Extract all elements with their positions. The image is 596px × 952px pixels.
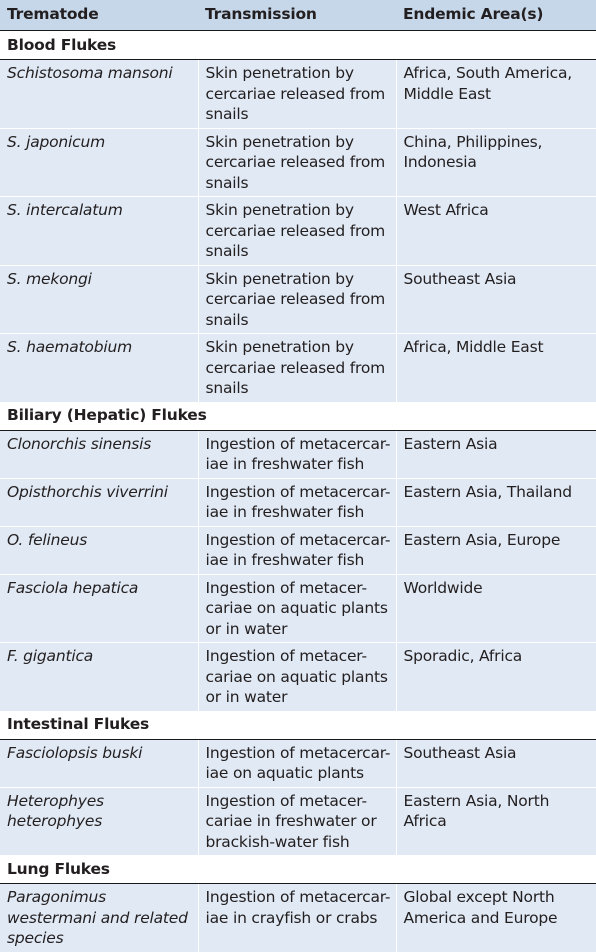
endemic-area-cell: Worldwide xyxy=(396,574,596,643)
table-row xyxy=(0,787,596,855)
group-row xyxy=(0,855,596,884)
trematode-name: Fasciolopsis buski xyxy=(0,739,198,787)
transmission-cell: Ingestion of metacercar-iae on aquatic plants xyxy=(198,739,396,787)
table-row xyxy=(0,643,596,711)
table-row xyxy=(0,884,596,952)
transmission-cell: Ingestion of metacer-cariae in freshwater or brackish-water fish xyxy=(198,787,396,855)
table-header xyxy=(0,0,596,31)
table-row xyxy=(0,60,596,129)
endemic-area-cell: Southeast Asia xyxy=(396,265,596,334)
transmission-cell: Ingestion of metacercar-iae in crayfish or crabs xyxy=(198,884,396,952)
trematode-name: S. japonicum xyxy=(0,128,198,197)
trematode-name: Fasciola hepatica xyxy=(0,574,198,643)
endemic-area-cell: Eastern Asia, North Africa xyxy=(396,787,596,855)
trematode-name: F. gigantica xyxy=(0,643,198,711)
endemic-area-cell: Eastern Asia, Thailand xyxy=(396,478,596,526)
transmission-cell: Skin penetration by cercariae released from snails xyxy=(198,265,396,334)
endemic-area-cell: Southeast Asia xyxy=(396,739,596,787)
transmission-cell: Ingestion of metacercar-iae in freshwater fish xyxy=(198,430,396,478)
transmission-cell: Ingestion of metacercar-iae in freshwater fish xyxy=(198,526,396,574)
group-title: Intestinal Flukes xyxy=(0,711,596,740)
table-row xyxy=(0,739,596,787)
header-endemic-areas: Endemic Area(s) xyxy=(396,0,596,31)
table-row xyxy=(0,334,596,402)
table-row xyxy=(0,574,596,643)
transmission-cell: Ingestion of metacercar-iae in freshwater fish xyxy=(198,478,396,526)
table-row xyxy=(0,128,596,197)
group-title: Lung Flukes xyxy=(0,855,596,884)
group-row xyxy=(0,402,596,431)
endemic-area-cell: China, Philippines, Indonesia xyxy=(396,128,596,197)
endemic-area-cell: Sporadic, Africa xyxy=(396,643,596,711)
table-row xyxy=(0,478,596,526)
header-row xyxy=(0,0,596,31)
transmission-cell: Skin penetration by cercariae released from snails xyxy=(198,197,396,266)
group-row xyxy=(0,711,596,740)
table-row xyxy=(0,265,596,334)
trematode-name: Opisthorchis viverrini xyxy=(0,478,198,526)
transmission-cell: Skin penetration by cercariae released from snails xyxy=(198,128,396,197)
endemic-area-cell: Africa, Middle East xyxy=(396,334,596,402)
endemic-area-cell: West Africa xyxy=(396,197,596,266)
table-row xyxy=(0,197,596,266)
table-row xyxy=(0,526,596,574)
trematode-name: S. intercalatum xyxy=(0,197,198,266)
transmission-cell: Ingestion of metacer-cariae on aquatic plants or in water xyxy=(198,574,396,643)
group-title: Blood Flukes xyxy=(0,31,596,60)
endemic-area-cell: Africa, South America, Middle East xyxy=(396,60,596,129)
group-title: Biliary (Hepatic) Flukes xyxy=(0,402,596,431)
header-transmission: Transmission xyxy=(198,0,396,31)
endemic-area-cell: Eastern Asia, Europe xyxy=(396,526,596,574)
trematode-name: O. felineus xyxy=(0,526,198,574)
trematode-name: Heterophyes heterophyes xyxy=(0,787,198,855)
header-trematode: Trematode xyxy=(0,0,198,31)
trematode-name: Clonorchis sinensis xyxy=(0,430,198,478)
trematode-name: Schistosoma mansoni xyxy=(0,60,198,129)
trematode-name: Paragonimus westermani and related species xyxy=(0,884,198,952)
transmission-cell: Skin penetration by cercariae released from snails xyxy=(198,60,396,129)
endemic-area-cell: Global except North America and Europe xyxy=(396,884,596,952)
trematode-name: S. mekongi xyxy=(0,265,198,334)
trematode-name: S. haematobium xyxy=(0,334,198,402)
transmission-cell: Ingestion of metacer-cariae on aquatic plants or in water xyxy=(198,643,396,711)
table-row xyxy=(0,430,596,478)
group-row xyxy=(0,31,596,60)
table-body xyxy=(0,31,596,952)
endemic-area-cell: Eastern Asia xyxy=(396,430,596,478)
transmission-cell: Skin penetration by cercariae released from snails xyxy=(198,334,396,402)
